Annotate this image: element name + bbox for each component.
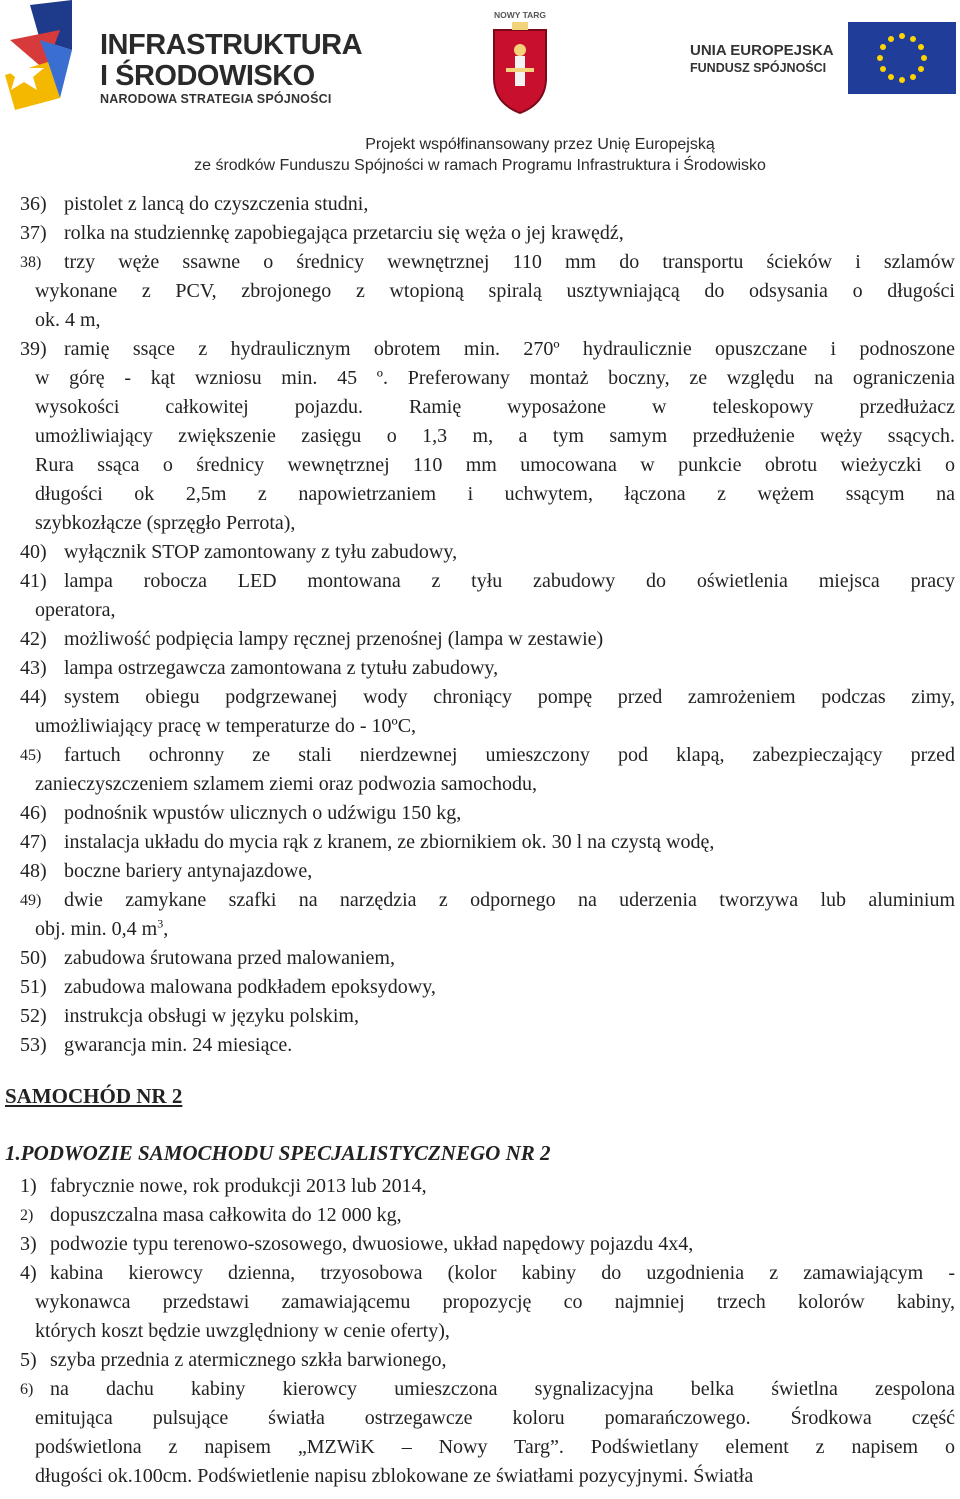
eu-text: UNIA EUROPEJSKA FUNDUSZ SPÓJNOŚCI xyxy=(690,42,834,75)
list-item-text: na dachu kabiny kierowcy umieszczona sygnalizacyjna belka świetlna zespolona xyxy=(50,1378,955,1400)
list-item-text: system obiegu podgrzewanej wody chroniący pompę przed zamrożeniem podczas zimy, xyxy=(64,686,955,708)
section-title: SAMOCHÓD NR 2 xyxy=(5,1084,183,1108)
list-item-number: 42) xyxy=(20,628,47,650)
list-item-number: 44) xyxy=(20,686,47,708)
list-item-text: emitująca pulsujące światła ostrzegawcze koloru pomarańczowego. Środkowa część xyxy=(35,1407,955,1429)
list-item-number: 6) xyxy=(20,1381,34,1398)
list-item-text: Rura ssąca o średnicy wewnętrznej 110 mm umocowana w punkcie obrotu wieżyczki o xyxy=(35,454,955,476)
list-item-number: 45) xyxy=(20,747,42,764)
list-item-text: obj. min. 0,4 $m^3$, xyxy=(35,916,169,940)
list-item-text: ramię ssące z hydraulicznym obrotem min. 270º hydraulicznie opuszczane i podnoszone xyxy=(64,338,955,360)
list-item-text: możliwość podpięcia lampy ręcznej przenośnej (lampa w zestawie) xyxy=(64,628,604,650)
list-item-number: 4) xyxy=(20,1262,37,1284)
list-item-text: umożliwiający pracę w temperaturze do - 10ºC, xyxy=(35,715,417,737)
list-item-number: 53) xyxy=(20,1034,47,1056)
logo-title: INFRASTRUKTURA I ŚRODOWISKO xyxy=(100,29,363,92)
list-item-text: instalacja układu do mycia rąk z kranem, ze zbiornikiem ok. 30 l na czystą wodę, xyxy=(64,831,715,853)
list-item-text: ok. 4 m, xyxy=(35,309,101,331)
list-item-text: wyłącznik STOP zamontowany z tyłu zabudowy, xyxy=(64,541,458,563)
list-item-text: fartuch ochronny ze stali nierdzewnej umieszczony pod klapą, zabezpieczający przed xyxy=(64,744,955,766)
list-item-number: 43) xyxy=(20,657,47,679)
list-item-text: podwozie typu terenowo-szosowego, dwuosiowe, układ napędowy pojazdu 4x4, xyxy=(50,1233,694,1255)
list-item-number: 37) xyxy=(20,222,47,244)
list-item-text: operatora, xyxy=(35,599,116,621)
list-item-number: 52) xyxy=(20,1005,47,1027)
list-item-number: 1) xyxy=(20,1175,37,1197)
logo-subtitle: NARODOWA STRATEGIA SPÓJNOŚCI xyxy=(100,92,332,106)
list-item-text: wysokości całkowitej pojazdu. Ramię wyposażone w teleskopowy przedłużacz xyxy=(35,396,955,418)
list-item-text: długości ok 2,5m z napowietrzaniem i uchwytem, łączona z wężem ssącym na xyxy=(35,483,955,505)
list-item-number: 2) xyxy=(20,1207,34,1224)
list-item-number: 47) xyxy=(20,831,47,853)
list-item-text: umożliwiający zwiększenie zasięgu o 1,3 m, a tym samym przedłużenie węży ssących. xyxy=(35,425,955,447)
crest-label: NOWY TARG xyxy=(493,10,547,20)
list-item-text: zanieczyszczeniem szlamem ziemi oraz podwozia samochodu, xyxy=(35,773,537,795)
list-item-text: dopuszczalna masa całkowita do 12 000 kg, xyxy=(50,1204,402,1226)
list-item-text: podnośnik wpustów ulicznych o udźwigu 150 kg, xyxy=(64,802,462,824)
list-item-text: dwie zamykane szafki na narzędzia z odpornego na uderzenia tworzywa lub aluminium xyxy=(64,889,955,911)
list-item-text: fabrycznie nowe, rok produkcji 2013 lub 2014, xyxy=(50,1175,427,1197)
list-item-number: 5) xyxy=(20,1349,37,1371)
list-item-text: zabudowa śrutowana przed malowaniem, xyxy=(64,947,395,969)
project-caption: Projekt współfinansowany przez Unię Europejską ze środków Funduszu Spójności w ramach Programu Infrastruktura i Środowisko xyxy=(194,136,766,174)
list-item-text: podświetlona z napisem „MZWiK – Nowy Targ”. Podświetlany element z napisem o xyxy=(35,1436,955,1458)
nowy-targ-crest-icon xyxy=(486,8,554,118)
list-item-text: zabudowa malowana podkładem epoksydowy, xyxy=(64,976,436,998)
list-item-text: boczne bariery antynajazdowe, xyxy=(64,860,313,882)
list-item-text: długości ok.100cm. Podświetlenie napisu zblokowane ze światłami pozycyjnymi. Światła xyxy=(35,1465,754,1487)
list-item-number: 40) xyxy=(20,541,47,563)
list-item-number: 36) xyxy=(20,193,47,215)
list-item-number: 39) xyxy=(20,338,47,360)
list-item-text: wykonawca przedstawi zamawiającemu propozycję co najmniej trzech kolorów kabiny, xyxy=(35,1291,955,1313)
list-item-text: pistolet z lancą do czyszczenia studni, xyxy=(64,193,369,215)
list-item-text: lampa ostrzegawcza zamontowana z tytułu zabudowy, xyxy=(64,657,499,679)
list-item-text: rolka na studziennkę zapobiegająca przetarciu się węża o jej krawędź, xyxy=(64,222,624,244)
list-item-text: w górę - kąt wzniosu min. 45 º. Preferowany montaż boczny, ze względu na ograniczenia xyxy=(35,367,955,389)
list-item-number: 49) xyxy=(20,892,42,909)
list-item-text: szyba przednia z atermicznego szkła barwionego, xyxy=(50,1349,447,1371)
list-item-number: 51) xyxy=(20,976,47,998)
list-item-text: gwarancja min. 24 miesiące. xyxy=(64,1034,293,1056)
list-item-text: instrukcja obsługi w języku polskim, xyxy=(64,1005,359,1027)
list-item-text: szybkozłącze (sprzęgło Perrota), xyxy=(35,512,296,534)
list-item-text: kabina kierowcy dzienna, trzyosobowa (kolor kabiny do uzgodnienia z zamawiającym - xyxy=(50,1262,955,1284)
list-item-number: 41) xyxy=(20,570,47,592)
page-header xyxy=(0,0,960,180)
list-item-number: 38) xyxy=(20,254,42,271)
subsection-title: 1.PODWOZIE SAMOCHODU SPECJALISTYCZNEGO NR 2 xyxy=(5,1141,551,1165)
eu-flag-icon xyxy=(848,22,956,94)
list-item-number: 46) xyxy=(20,802,47,824)
list-item-text: wykonane z PCV, zbrojonego z wtopioną spiralą usztywniającą do odsysania o długości xyxy=(35,280,955,302)
list-item-number: 48) xyxy=(20,860,47,882)
list-item-text: lampa robocza LED montowana z tyłu zabudowy do oświetlenia miejsca pracy xyxy=(64,570,955,592)
list-item-text: których koszt będzie uwzględniony w cenie oferty), xyxy=(35,1320,450,1342)
list-item-text: trzy węże ssawne o średnicy wewnętrznej 110 mm do transportu ścieków i szlamów xyxy=(64,251,955,273)
list-item-number: 3) xyxy=(20,1233,37,1255)
list-item-number: 50) xyxy=(20,947,47,969)
